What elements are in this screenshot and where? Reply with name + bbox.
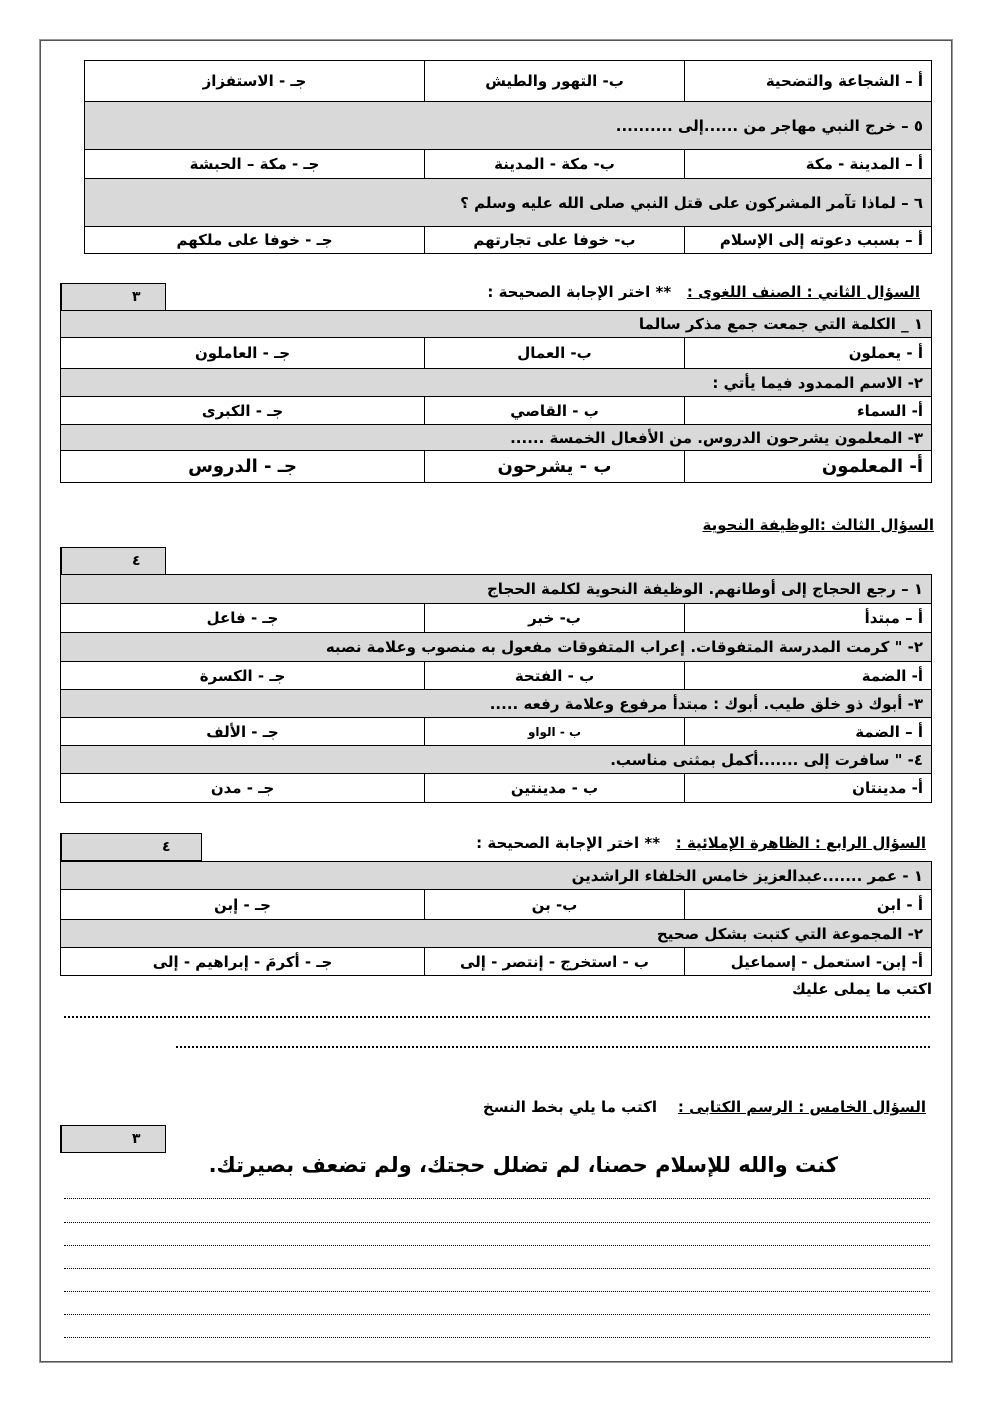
score-box: ٤ [60, 547, 166, 575]
question-6: ٦ – لماذا تآمر المشركون على قتل النبي صلى الله عليه وسلم ؟ [85, 179, 932, 227]
section-4-header [476, 834, 926, 852]
instruction: اكتب ما يلي بخط النسخ [482, 1098, 658, 1116]
option-b: ب- بن [425, 890, 685, 920]
option-a: أ – بسبب دعوته إلى الإسلام [685, 227, 932, 254]
section-title: السؤال الرابع : الظاهرة الإملائية : [675, 834, 926, 852]
option-c: جـ - فاعل [61, 604, 425, 633]
question-5: ٥ – خرج النبي مهاجر من ......إلى .......... [85, 102, 932, 150]
option-c: جـ - الكبرى [61, 397, 425, 425]
section-2-table [60, 310, 932, 483]
option-a: أ- الضمة [685, 662, 932, 690]
option-c: جـ - خوفا على ملكهم [85, 227, 425, 254]
section-title: السؤال الثالث :الوظيفة النحوية [702, 516, 934, 534]
option-a: أ- مدينتان [685, 774, 932, 803]
option-a: أ - ابن [685, 890, 932, 920]
option-c: جـ - أكرمَ - إبراهيم - إلى [61, 948, 425, 976]
option-b: ب- خبر [425, 604, 685, 633]
question-3: ٣- المعلمون يشرحون الدروس. من الأفعال الخمسة ...... [61, 425, 932, 451]
option-c: جـ - الدروس [61, 451, 425, 483]
score-box: ٣ [60, 283, 166, 311]
dictation-line [64, 1016, 930, 1018]
writing-line [64, 1314, 930, 1315]
writing-line [64, 1291, 930, 1292]
option-a: أ- السماء [685, 397, 932, 425]
option-c: جـ - مكة – الحبشة [85, 150, 425, 179]
score-box: ٤ [60, 833, 202, 861]
option-a: أ – الضمة [685, 718, 932, 746]
option-a: أ – المدينة - مكة [685, 150, 932, 179]
option-b: ب - مدينتين [425, 774, 685, 803]
section-5-header [483, 1098, 926, 1116]
section-3-table [60, 574, 932, 803]
option-b: ب - الفتحة [425, 662, 685, 690]
section-title: السؤال الخامس : الرسم الكتابى : [677, 1098, 926, 1116]
writing-line [64, 1337, 930, 1338]
instruction: ** اختر الإجابة الصحيحة : [476, 834, 661, 852]
question-2: ٢- الاسم الممدود فيما يأتي : [61, 369, 932, 397]
option-b: ب - القاصي [425, 397, 685, 425]
option-a: أ - يعملون [685, 338, 932, 369]
top-table [84, 60, 932, 254]
option-c: جـ - الكسرة [61, 662, 425, 690]
writing-line [64, 1222, 930, 1223]
section-title: السؤال الثاني : الصنف اللغوى : [686, 283, 920, 301]
question-1: ١ - عمر .......عبدالعزيز خامس الخلفاء الراشدين [61, 862, 932, 890]
section-2-header [487, 283, 920, 301]
option-b: ب - يشرحون [425, 451, 685, 483]
option-b: ب - استخرج - إنتصر - إلى [425, 948, 685, 976]
section-3-header [703, 516, 934, 534]
question-1: ١ _ الكلمة التي جمعت جمع مذكر سالما [61, 311, 932, 338]
score-box: ٣ [60, 1125, 166, 1153]
writing-line [64, 1245, 930, 1246]
option-b: ب- خوفا على تجارتهم [425, 227, 685, 254]
option-b: ب - الواو [425, 718, 685, 746]
option-a: أ – الشجاعة والتضحية [685, 61, 932, 102]
dictation-line [176, 1046, 930, 1048]
option-a: أ- إبن- استعمل - إسماعيل [685, 948, 932, 976]
writing-line [64, 1198, 930, 1199]
question-4: ٤- " سافرت إلى .......أكمل بمثنى مناسب. [61, 746, 932, 774]
option-b: ب- العمال [425, 338, 685, 369]
option-c: جـ - الاستفزاز [85, 61, 425, 102]
question-2: ٢- " كرمت المدرسة المتفوقات. إعراب المتفوقات مفعول به منصوب وعلامة نصبه [61, 633, 932, 662]
dictation-instruction: اكتب ما يملى عليك [792, 980, 932, 998]
option-b: ب- التهور والطيش [425, 61, 685, 102]
section-4-table [60, 861, 932, 976]
option-a: أ- المعلمون [685, 451, 932, 483]
option-c: جـ - العاملون [61, 338, 425, 369]
question-2: ٢- المجموعة التي كتبت بشكل صحيح [61, 920, 932, 948]
option-c: جـ - مدن [61, 774, 425, 803]
question-3: ٣- أبوك ذو خلق طيب. أبوك : مبتدأ مرفوع وعلامة رفعه ..... [61, 690, 932, 718]
option-a: أ – مبتدأ [685, 604, 932, 633]
instruction: ** اختر الإجابة الصحيحة : [487, 283, 672, 301]
copy-sentence: كنت والله للإسلام حصنا، لم تضلل حجتك، ولم تضعف بصيرتك. [208, 1153, 838, 1177]
option-c: جـ - الألف [61, 718, 425, 746]
option-c: جـ - إبن [61, 890, 425, 920]
question-1: ١ – رجع الحجاج إلى أوطانهم. الوظيفة النحوية لكلمة الحجاج [61, 575, 932, 604]
writing-line [64, 1268, 930, 1269]
option-b: ب- مكة - المدينة [425, 150, 685, 179]
